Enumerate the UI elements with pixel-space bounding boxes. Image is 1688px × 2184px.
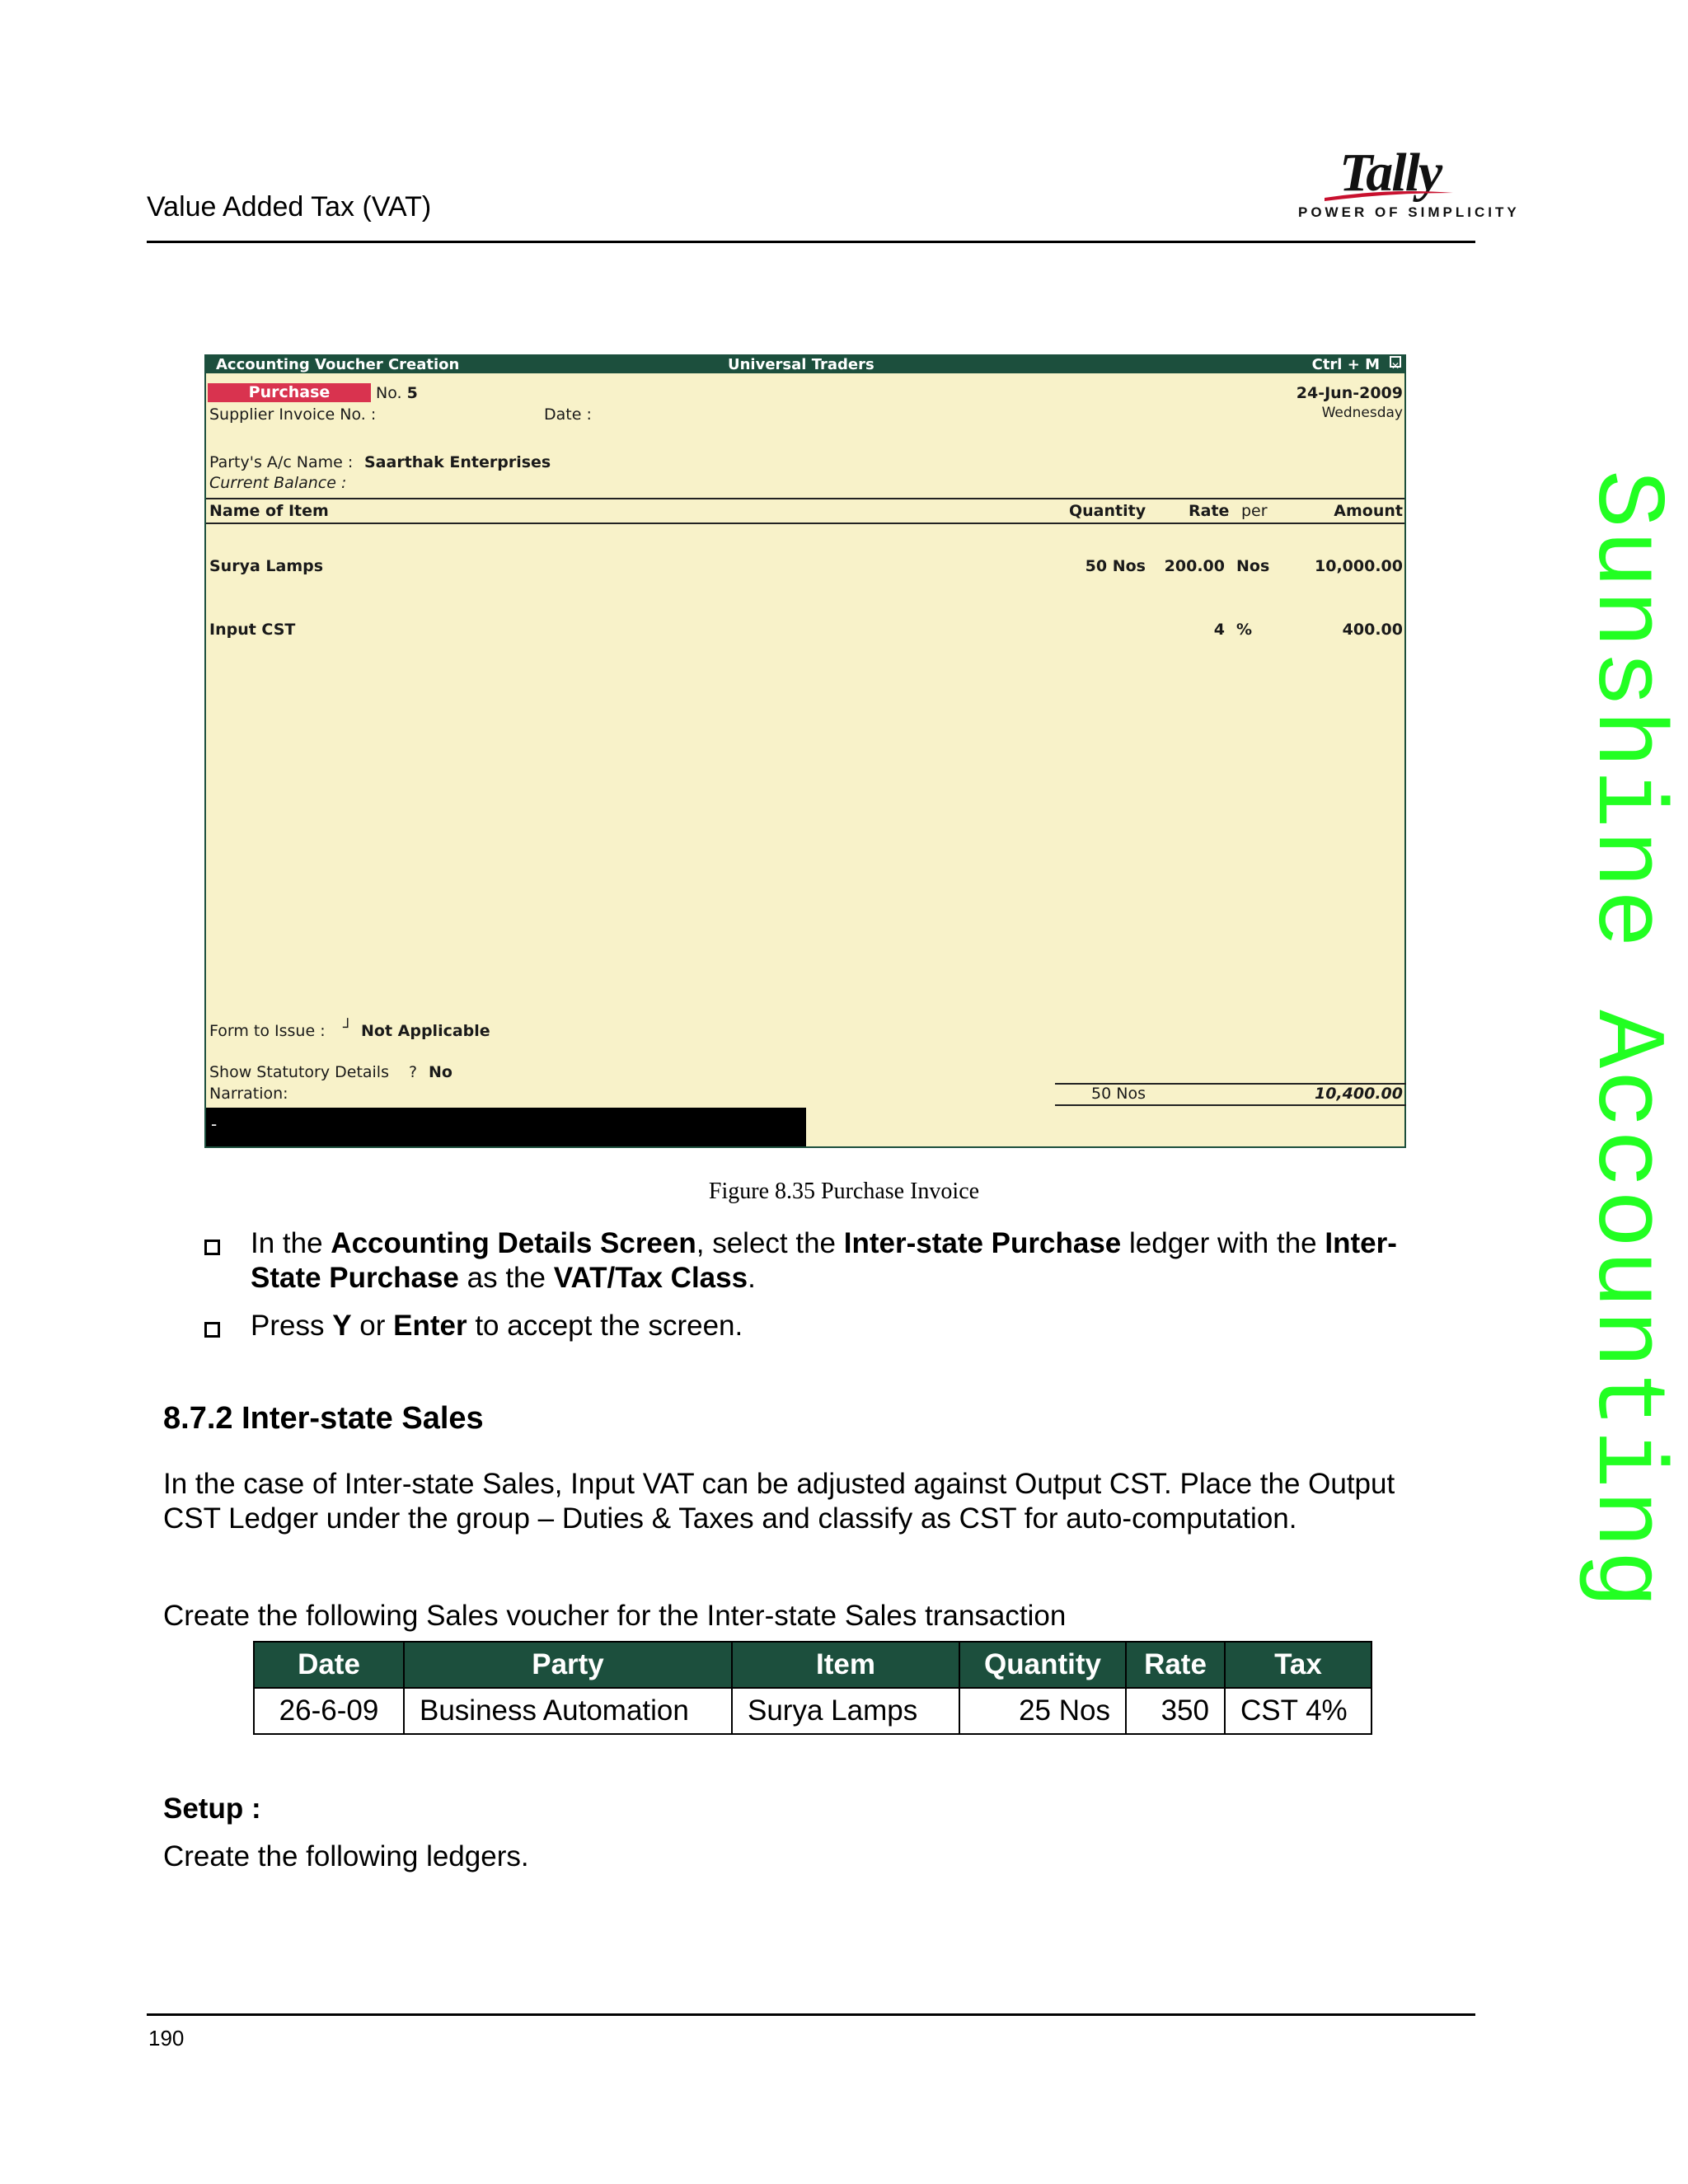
cell-party: Business Automation bbox=[404, 1688, 732, 1734]
tally-logo bbox=[1298, 142, 1520, 224]
form-to-issue-label: Form to Issue : bbox=[209, 1022, 326, 1040]
item-quantity[interactable]: 50 Nos bbox=[1085, 557, 1146, 575]
close-icon[interactable]: ✕ bbox=[1390, 356, 1401, 368]
bullet-square-icon bbox=[204, 1240, 220, 1255]
bullet-text: or bbox=[351, 1310, 394, 1342]
logo-tagline: POWER OF SIMPLICITY bbox=[1298, 204, 1520, 220]
cell-rate: 350 bbox=[1126, 1688, 1225, 1734]
tally-voucher-screen bbox=[204, 354, 1406, 1148]
create-voucher-text: Create the following Sales voucher for the Inter-state Sales transaction bbox=[163, 1600, 1067, 1632]
th-quantity: Quantity bbox=[959, 1642, 1126, 1688]
bullet-bold: Y bbox=[332, 1310, 352, 1342]
form-to-issue-mark: ┘ bbox=[343, 1019, 353, 1037]
voucher-date[interactable]: 24-Jun-2009 bbox=[1296, 384, 1403, 402]
bullet-bold: Inter- bbox=[1325, 1227, 1397, 1259]
bullet-text: ledger with the bbox=[1121, 1227, 1325, 1259]
narration-label: Narration: bbox=[209, 1085, 288, 1103]
chapter-title: Value Added Tax (VAT) bbox=[147, 191, 432, 223]
item-rate[interactable]: 200.00 bbox=[1164, 557, 1225, 575]
total-rule-bottom bbox=[1055, 1104, 1406, 1106]
bullet-square-icon bbox=[204, 1322, 220, 1338]
th-date: Date bbox=[254, 1642, 404, 1688]
statutory-details-value[interactable]: No bbox=[429, 1063, 452, 1081]
item-per: % bbox=[1236, 621, 1253, 639]
watermark: Sunshine Accounting bbox=[1570, 470, 1680, 1610]
command-prompt: - bbox=[211, 1114, 218, 1134]
item-name[interactable]: Surya Lamps bbox=[209, 557, 324, 575]
statutory-details-mark: ? bbox=[409, 1063, 418, 1081]
bullet-bold: State Purchase bbox=[251, 1262, 459, 1294]
th-party: Party bbox=[404, 1642, 732, 1688]
form-to-issue-value[interactable]: Not Applicable bbox=[361, 1022, 490, 1040]
logo-word: Tally bbox=[1339, 143, 1442, 203]
bullet-text: Press bbox=[251, 1310, 333, 1342]
logo-swoosh-icon bbox=[1323, 186, 1455, 203]
screen-title: Accounting Voucher Creation bbox=[216, 356, 460, 373]
table-row bbox=[254, 1688, 1372, 1734]
cell-date: 26-6-09 bbox=[254, 1688, 404, 1734]
th-tax: Tax bbox=[1225, 1642, 1372, 1688]
command-bar[interactable] bbox=[206, 1108, 806, 1146]
total-quantity: 50 Nos bbox=[1091, 1085, 1146, 1103]
item-per: Nos bbox=[1236, 557, 1270, 575]
statutory-details-label: Show Statutory Details bbox=[209, 1063, 389, 1081]
th-item: Item bbox=[732, 1642, 959, 1688]
voucher-no-value: 5 bbox=[406, 384, 418, 402]
intro-line-1: In the case of Inter-state Sales, Input VAT can be adjusted against Output CST. Place the Output bbox=[163, 1468, 1395, 1500]
col-per: per bbox=[1241, 502, 1268, 520]
party-name-label: Party's A/c Name : bbox=[209, 453, 354, 471]
voucher-no-label: No. bbox=[376, 384, 402, 402]
voucher-type-badge[interactable]: Purchase bbox=[208, 383, 371, 402]
table-header-row bbox=[254, 1642, 1372, 1688]
party-name-value[interactable]: Saarthak Enterprises bbox=[364, 453, 551, 471]
col-amount: Amount bbox=[1334, 502, 1403, 520]
bullet-text: to accept the screen. bbox=[467, 1310, 743, 1342]
th-rate: Rate bbox=[1126, 1642, 1225, 1688]
cell-quantity: 25 Nos bbox=[959, 1688, 1126, 1734]
section-heading: 8.7.2 Inter-state Sales bbox=[163, 1401, 484, 1436]
shortcut-hint: Ctrl + M bbox=[1311, 356, 1380, 373]
page-number: 190 bbox=[148, 2026, 185, 2050]
bullet-press-y bbox=[251, 1309, 743, 1343]
setup-heading: Setup : bbox=[163, 1793, 261, 1825]
intro-line-2: CST Ledger under the group – Duties & Taxes and classify as CST for auto-computation. bbox=[163, 1502, 1297, 1535]
bullet-bold: Accounting Details Screen bbox=[331, 1227, 696, 1259]
bullet-accounting-details bbox=[251, 1226, 1470, 1296]
col-quantity: Quantity bbox=[1069, 502, 1146, 520]
item-amount[interactable]: 400.00 bbox=[1342, 621, 1403, 639]
screen-titlebar bbox=[206, 356, 1404, 373]
item-name[interactable]: Input CST bbox=[209, 621, 296, 639]
bullet-text: , select the bbox=[696, 1227, 844, 1259]
bullet-text: . bbox=[748, 1262, 756, 1294]
item-rate[interactable]: 4 bbox=[1213, 621, 1225, 639]
item-amount[interactable]: 10,000.00 bbox=[1315, 557, 1403, 575]
column-header-rule-bottom bbox=[206, 523, 1404, 524]
bullet-text: as the bbox=[458, 1262, 554, 1294]
setup-text: Create the following ledgers. bbox=[163, 1840, 529, 1872]
figure-caption: Figure 8.35 Purchase Invoice bbox=[708, 1179, 980, 1204]
supplier-date-label: Date : bbox=[544, 405, 592, 424]
bullet-bold: Inter-state Purchase bbox=[843, 1227, 1122, 1259]
total-amount: 10,400.00 bbox=[1315, 1085, 1403, 1103]
bullet-text: In the bbox=[251, 1227, 331, 1259]
column-header-rule-top bbox=[206, 498, 1404, 499]
bullet-bold: VAT/Tax Class bbox=[553, 1262, 748, 1294]
cell-tax: CST 4% bbox=[1225, 1688, 1372, 1734]
footer-rule bbox=[147, 2013, 1475, 2016]
voucher-day: Wednesday bbox=[1321, 405, 1403, 421]
col-rate: Rate bbox=[1189, 502, 1230, 520]
sales-transaction-table bbox=[253, 1641, 1372, 1735]
bullet-bold: Enter bbox=[393, 1310, 467, 1342]
supplier-invoice-label: Supplier Invoice No. : bbox=[209, 405, 377, 424]
col-name-of-item: Name of Item bbox=[209, 502, 329, 520]
current-balance-label: Current Balance : bbox=[209, 474, 347, 492]
cell-item: Surya Lamps bbox=[732, 1688, 959, 1734]
company-name: Universal Traders bbox=[728, 356, 874, 373]
header-rule bbox=[147, 241, 1475, 243]
voucher-number bbox=[376, 384, 418, 402]
